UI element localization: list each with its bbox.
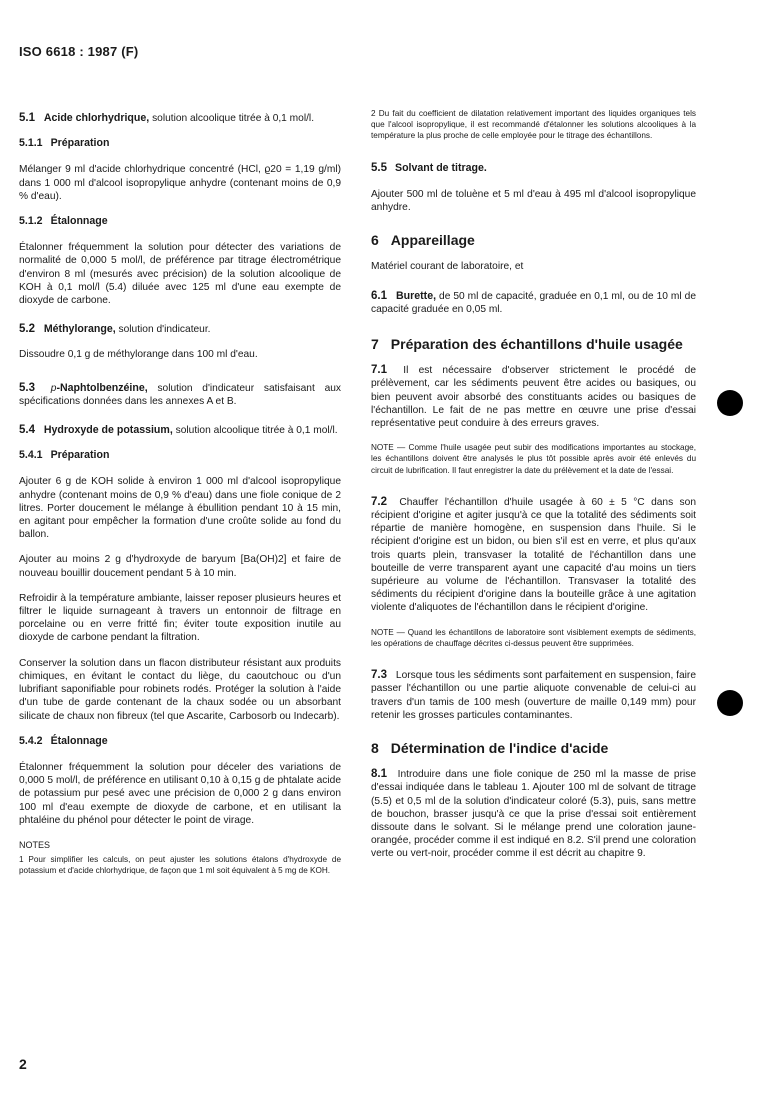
- clause-title: Méthylorange,: [43, 323, 116, 336]
- clause-text: solution d'indicateur satisfaisant aux spécifications données dans les annexes A et B.: [19, 382, 341, 407]
- section-title: Préparation des échantillons d'huile usagée: [390, 336, 683, 353]
- clause-text: solution alcoolique titrée à 0,1 mol/l.: [175, 425, 338, 437]
- page-number: 2: [19, 1056, 27, 1072]
- clause-title: Burette,: [396, 289, 437, 302]
- change-marker-dot: [717, 690, 743, 716]
- section-number: 7: [371, 336, 379, 353]
- clause-title: -Naphtolbenzéine,: [56, 381, 148, 394]
- clause-text: de 50 ml de capacité, graduée en 0,1 ml, ou de 10 ml de capacité graduée en 0,05 ml.: [371, 290, 696, 315]
- subclause-5-4-1-heading: [19, 449, 341, 462]
- paragraph: Ajouter 500 ml de toluène et 5 ml d'eau à 495 ml d'alcool isopropylique anhydre.: [371, 188, 696, 214]
- clause-text: Il est nécessaire d'observer strictement le procédé de prélèvement, car les sédiments peuvent être acides ou basiques, ou bien peuvent avoir absorbé des constituants acides ou basiques de l'échantillon. Le fait de ne pas mettre en œuvre une prise d'essai représentative peut conduire à des erreurs graves.: [371, 365, 696, 430]
- clause-number: 5.4.1: [19, 449, 43, 462]
- clause-title: Acide chlorhydrique,: [43, 112, 150, 124]
- section-8-heading: [371, 739, 696, 756]
- clause-title: Solvant de titrage.: [395, 161, 487, 174]
- clause-number: 5.5: [371, 161, 387, 174]
- clause-title: Étalonnage: [50, 734, 108, 747]
- clause-number: 5.1.1: [19, 137, 43, 150]
- subclause-5-1-1-heading: [19, 137, 341, 150]
- clause-6-1: [371, 290, 696, 316]
- note-2: 2 Du fait du coefficient de dilatation relativement important des liquides organiques tels que l'alcool isopropylique, il est recommandé d'étalonner les solutions alcooliques à la température la plus proche de celle employée pour le titrage des échantillons.: [371, 109, 696, 141]
- section-title: Appareillage: [390, 232, 475, 249]
- clause-title: Hydroxyde de potassium,: [43, 424, 173, 437]
- subclause-5-4-2-heading: [19, 735, 341, 748]
- left-column: [19, 112, 341, 889]
- clause-title: Préparation: [50, 449, 110, 462]
- subclause-5-1-2-heading: [19, 215, 341, 228]
- clause-7-2: [371, 496, 696, 615]
- clause-8-1: [371, 768, 696, 860]
- paragraph: Conserver la solution dans un flacon distributeur résistant aux produits chimiques, en évitant le contact du liège, du caoutchouc ou d'un lubrifiant saponifiable pour robinets rodés. Protéger la solution à l'aide d'un tube de garde contenant de la chaux sodée ou un absorbant silicate de chaux non fibreux (tel que Ascarite, Carbosorb ou Indecarb).: [19, 657, 341, 722]
- section-6-heading: [371, 234, 696, 247]
- clause-7-3: [371, 669, 696, 722]
- section-7-heading: [371, 338, 696, 351]
- clause-number: 5.1: [19, 112, 35, 124]
- paragraph: Dissoudre 0,1 g de méthylorange dans 100 ml d'eau.: [19, 349, 258, 361]
- clause-number: 5.2: [19, 323, 35, 336]
- clause-number: 6.1: [371, 289, 387, 302]
- clause-number: 5.1.2: [19, 215, 43, 228]
- notes-label: NOTES: [19, 839, 51, 850]
- paragraph: Ajouter au moins 2 g d'hydroxyde de baryum [Ba(OH)2] et faire de nouveau bouillir doucement pendant 5 à 10 min.: [19, 554, 341, 579]
- paragraph: Étalonner fréquemment la solution pour déceler des variations de 0,000 5 mol/l, de préférence en utilisant 0,10 à 0,15 g de phtalate acide de potassium pur pesé avec une précision de 0,000 2 g dans environ 100 ml d'eau exempte de dioxyde de carbone, et en utilisant la phtaléine du phénol pour détecter le point de virage.: [19, 761, 341, 826]
- clause-text: solution alcoolique titrée à 0,1 mol/l.: [152, 113, 315, 124]
- document-header: ISO 6618 : 1987 (F): [19, 44, 139, 59]
- clause-5-1: [19, 112, 341, 125]
- clause-number: 7.3: [371, 669, 387, 682]
- section-number: 6: [371, 232, 379, 249]
- change-marker-dot: [717, 390, 743, 416]
- section-title: Détermination de l'indice d'acide: [390, 739, 609, 756]
- clause-number: 8.1: [371, 768, 387, 781]
- note-7-2: NOTE — Quand les échantillons de laboratoire sont visiblement exempts de sédiments, les opérations de chauffage décrites ci-dessus peuvent être supprimées.: [371, 627, 696, 648]
- clause-text: solution d'indicateur.: [118, 324, 211, 336]
- clause-title-prefix: p: [50, 382, 57, 394]
- clause-title: Étalonnage: [50, 215, 108, 228]
- note-7-1: NOTE — Comme l'huile usagée peut subir des modifications importantes au stockage, les échantillons doivent être analysés le plus tôt possible après avoir été enlevés du circuit de lubrification. Il faut enregistrer la date du prélèvement et la date de l'essai.: [371, 443, 696, 475]
- clause-number: 5.4: [19, 424, 35, 437]
- paragraph: Mélanger 9 ml d'acide chlorhydrique concentré (HCl, ϱ20 = 1,19 g/ml) dans 1 000 ml d'alcool isopropylique anhydre (contenant moins de 0,9 % d'eau).: [19, 164, 341, 202]
- paragraph: Matériel courant de laboratoire, et: [371, 261, 524, 273]
- section-number: 8: [371, 739, 379, 756]
- paragraph: Étalonner fréquemment la solution pour détecter des variations de normalité de 0,000 5 mol/l, de préférence par titrage électrométrique d'environ 8 ml (mesurés avec précision) de la solution alcoolique de KOH à 0,1 mol/l (5.4) diluée avec 125 ml d'une eau exempte de dioxyde de carbone.: [19, 242, 341, 307]
- clause-number: 7.2: [371, 495, 387, 508]
- right-column: [371, 109, 696, 873]
- clause-text: Lorsque tous les sédiments sont parfaitement en suspension, faire passer l'échantillon ou une partie aliquote convenable de celui-ci au travers d'un tamis de 100 mesh (ouverture de maille 0,149 mm) pour retenir les grosses particules contaminantes.: [371, 670, 696, 721]
- clause-text: Chauffer l'échantillon d'huile usagée à 60 ± 5 °C dans son récipient d'origine et agiter jusqu'à ce que la totalité des sédiments soit répartie de manière homogène, en suspension dans l'huile. Si le récipient d'origine est un bidon, ou bien s'il est en verre, et plus qu'aux trois quarts plein, transvaser la totalité de l'échantillon dans une bouteille de verre transparent ayant une capacité d'au moins un tiers supérieure au volume de l'échantillon. Transvaser la totalité des sédiments du récipient d'origine dans la bouteille grâce à une agitation violente d'aliquotes de l'échantillon dans le récipient d'origine.: [371, 496, 696, 614]
- clause-number: 5.3: [19, 381, 35, 394]
- paragraph: Ajouter 6 g de KOH solide à environ 1 000 ml d'alcool isopropylique anhydre (contenant moins de 0,9 % d'eau) dans une fiole conique de 2 litres. Porter doucement le mélange à ébullition pendant 10 à 15 min, en agitant pour empêcher la formation d'une croûte solide au fond du ballon.: [19, 476, 341, 541]
- clause-5-3: [19, 382, 341, 408]
- clause-text: Introduire dans une fiole conique de 250 ml la masse de prise d'essai indiquée dans le tableau 1. Ajouter 100 ml de solvant de titrage (5.5) et 0,5 ml de la solution d'indicateur coloré (5.3), puis, sans mettre de bouchon, brasser jusqu'à ce que la prise d'essai soit entièrement dissoute dans le solvant. Si le mélange prend une coloration jaune-orangée, procéder comme il est indiqué en 8.2. S'il prend une coloration verte ou vert-noir, procéder comme il est décrit au chapitre 9.: [371, 769, 696, 860]
- clause-5-4: [19, 424, 341, 437]
- clause-title: Préparation: [50, 137, 110, 150]
- clause-number: 7.1: [371, 364, 387, 377]
- clause-number: 5.4.2: [19, 734, 43, 747]
- clause-5-2: [19, 323, 341, 336]
- clause-5-5-heading: [371, 162, 696, 175]
- clause-7-1: [371, 364, 696, 430]
- note-1: 1 Pour simplifier les calculs, on peut ajuster les solutions étalons d'hydroxyde de potassium et d'acide chlorhydrique, de façon que 1 ml soit équivalent à 5 mg de KOH.: [19, 855, 341, 876]
- paragraph: Refroidir à la température ambiante, laisser reposer plusieurs heures et filtrer le liquide surnageant à travers un entonnoir de filtrage en porcelaine ou en verre fritté fin; éviter toute exposition inutile au dioxyde de carbone pendant la filtration.: [19, 592, 341, 644]
